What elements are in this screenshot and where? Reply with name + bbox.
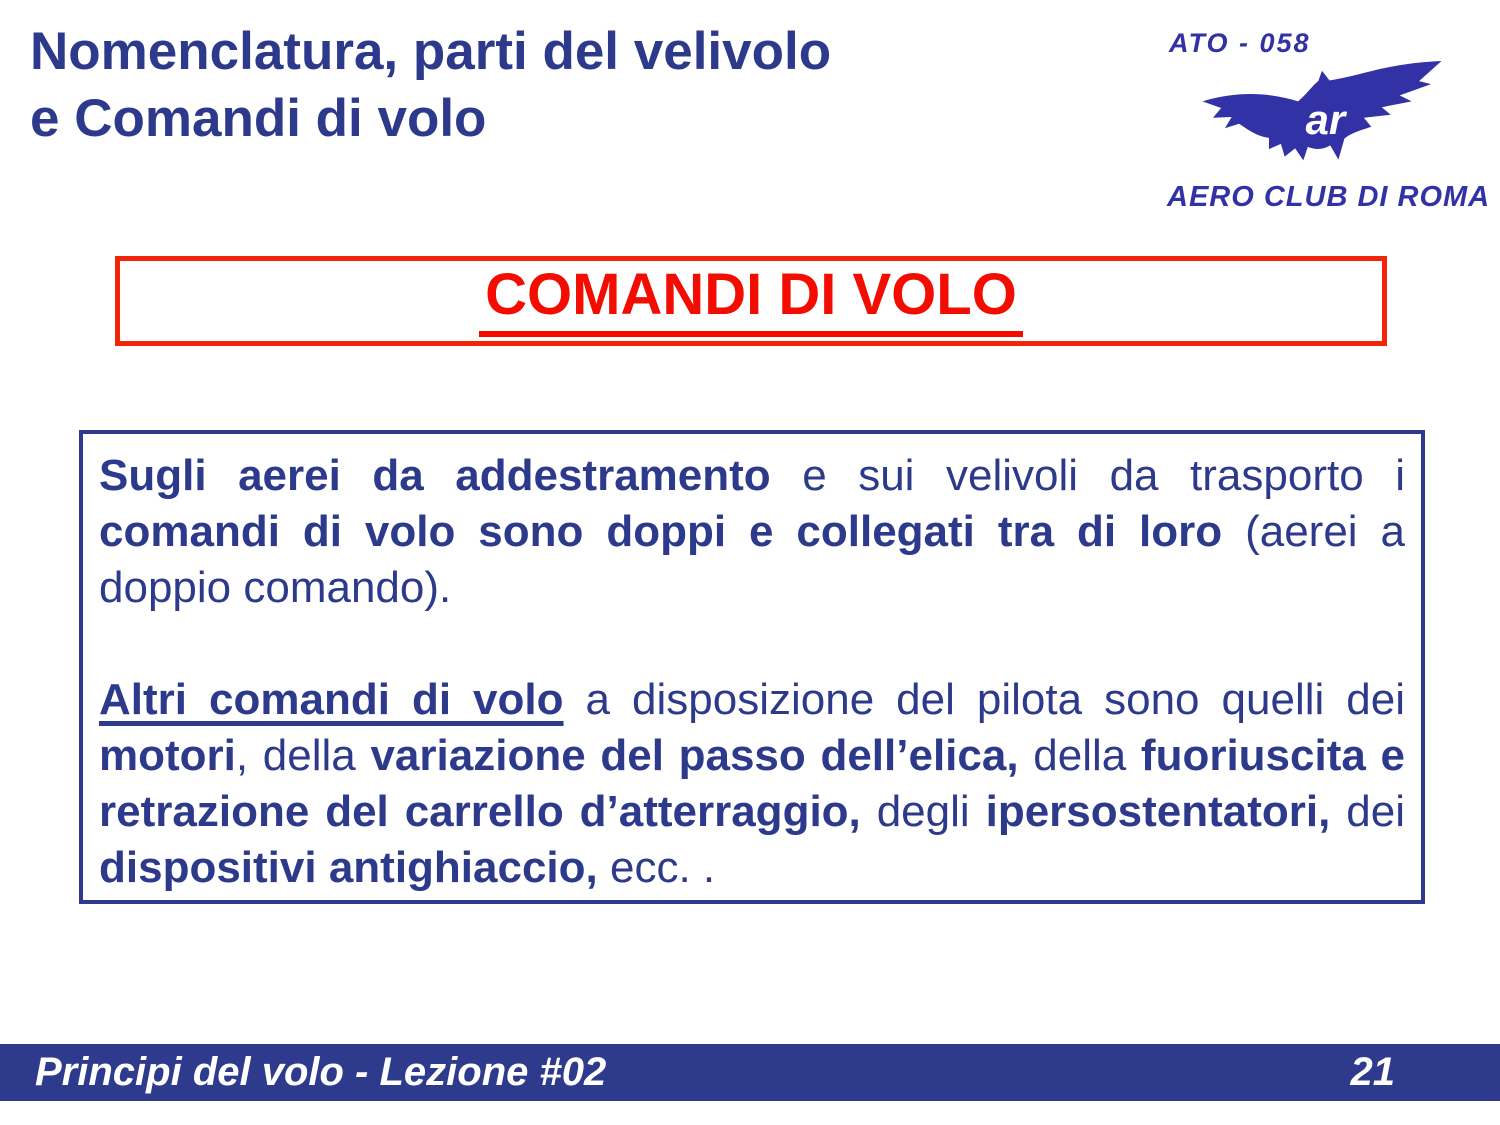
section-heading-box <box>115 256 1387 346</box>
text-segment: , della <box>235 731 371 780</box>
page-title-line1: Nomenclatura, parti del velivolo <box>30 22 832 81</box>
footer-bar <box>0 1044 1500 1101</box>
paragraph <box>99 448 1405 616</box>
text-segment: fuoriuscita e retrazione del carrello d’atterraggio, <box>99 731 1405 836</box>
text-segment: della <box>1018 731 1141 780</box>
aero-club-logo <box>1155 28 1490 214</box>
text-segment: variazione del passo dell’elica, <box>370 731 1019 780</box>
text-segment: motori <box>99 731 236 780</box>
paragraph <box>99 672 1405 896</box>
text-segment: ipersostentatori, <box>985 787 1331 836</box>
logo-ato-code: ATO - 058 <box>1169 28 1311 58</box>
text-segment: Altri comandi di volo <box>99 675 564 724</box>
logo-club-name: AERO CLUB DI ROMA <box>1167 181 1491 213</box>
eagle-icon <box>1161 61 1483 179</box>
text-segment: degli <box>860 787 986 836</box>
body-text-box <box>79 430 1425 904</box>
text-segment: (aerei a doppio comando). <box>99 507 1405 612</box>
text-segment: dei <box>1330 787 1405 836</box>
text-segment: Sugli aerei da addestramento <box>99 451 771 500</box>
text-segment: a disposizione del pilota sono quelli dei <box>563 675 1405 724</box>
footer-lesson-label: Principi del volo - Lezione #02 <box>35 1050 607 1094</box>
text-segment: comandi di volo sono doppi e collegati tra di loro <box>99 507 1223 556</box>
page-number: 21 <box>1350 1050 1395 1094</box>
text-segment: e sui velivoli da trasporto i <box>770 451 1405 500</box>
page-title-line2: e Comandi di volo <box>30 89 487 148</box>
text-segment: ecc. . <box>597 843 716 892</box>
logo-monogram: ar <box>1305 96 1346 144</box>
text-segment: dispositivi antighiaccio, <box>99 843 598 892</box>
section-heading: COMANDI DI VOLO <box>479 265 1023 337</box>
page-title <box>30 18 831 152</box>
